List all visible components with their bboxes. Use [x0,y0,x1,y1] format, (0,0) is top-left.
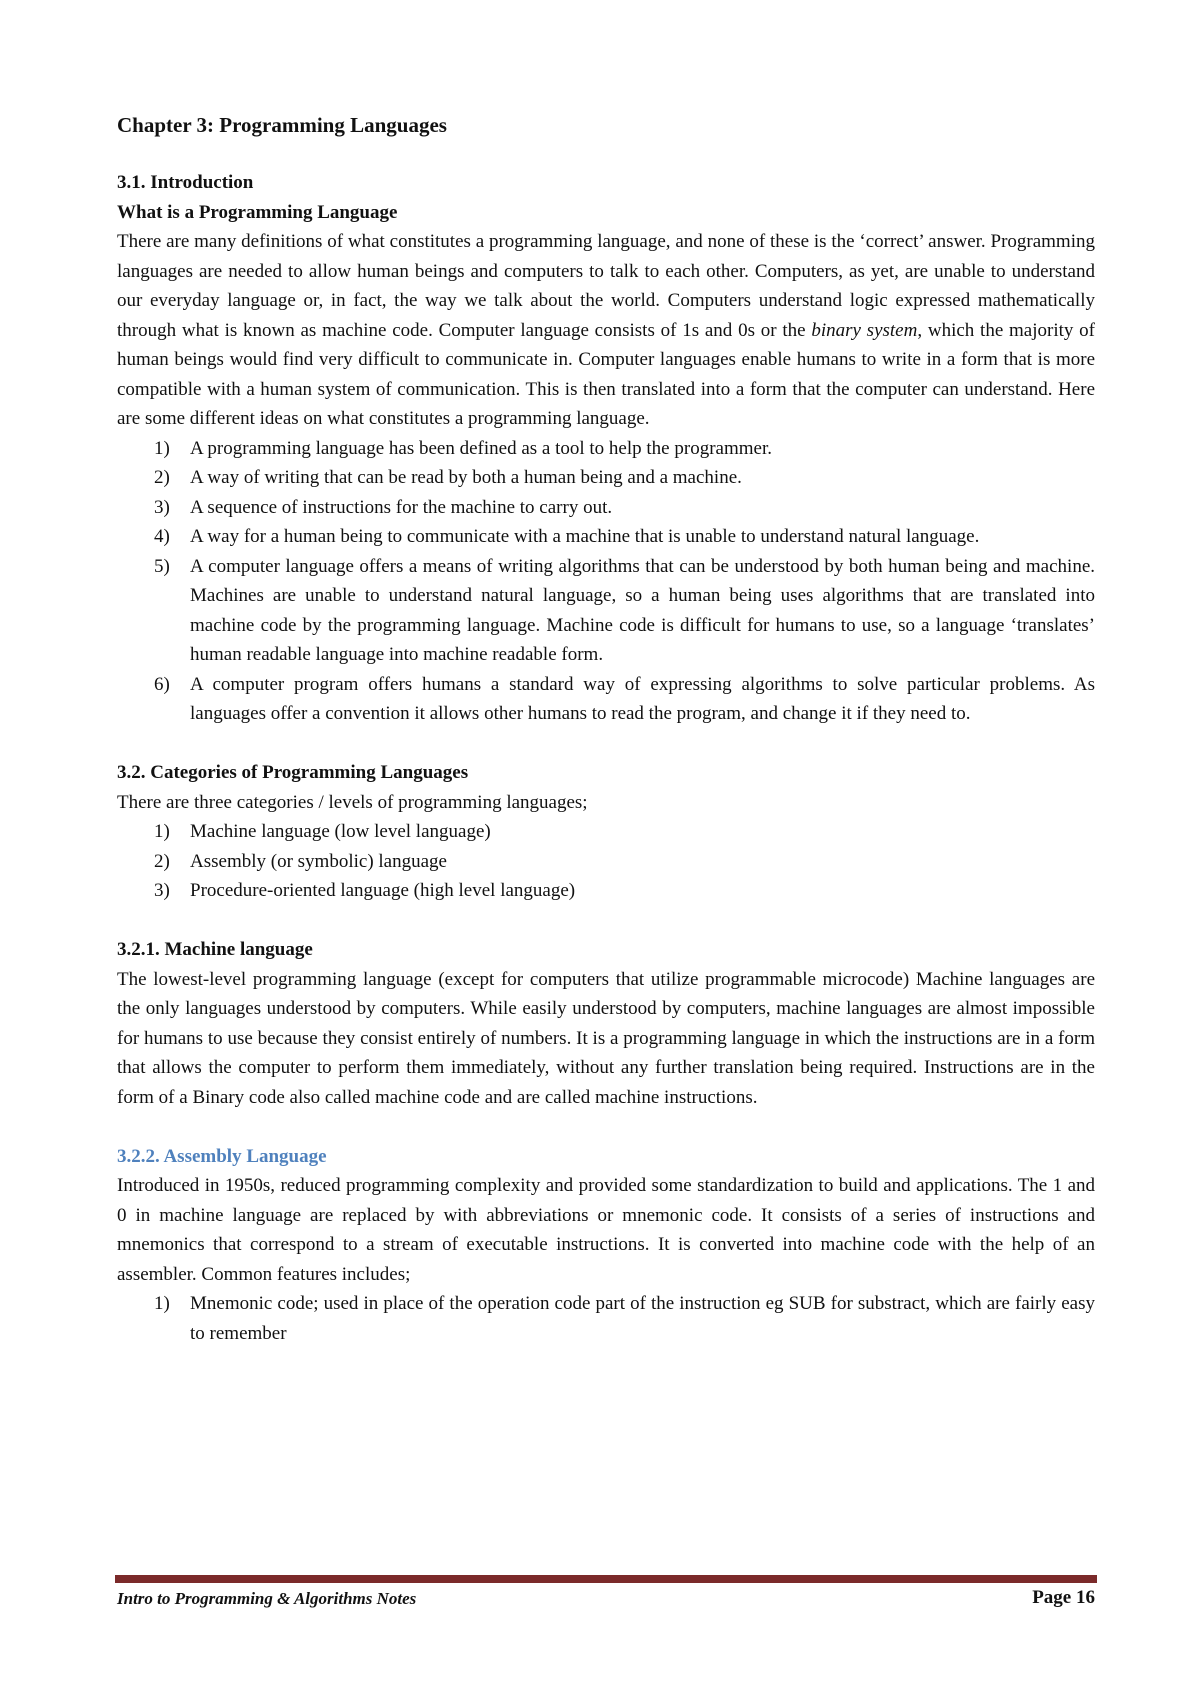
footer-divider [115,1575,1097,1583]
list-item-text: Procedure-oriented language (high level language) [190,880,576,901]
list-number: 3) [154,496,170,518]
list-number: 4) [154,526,170,547]
list-item [117,522,1095,552]
list-item [117,876,1095,906]
assembly-language-paragraph: Introduced in 1950s, reduced programming complexity and provided some standardization to build and applications. The 1 and 0 in machine language are replaced by with abbreviations or mnemonic code. It consists of a series of instructions and mnemonics that correspond to a stream of executable instructions. It is converted into machine code with the help of an assembler. Common features includes; [117,1175,1095,1285]
list-item-text: A programming language has been defined as a tool to help the programmer. [190,437,772,459]
section-heading-categories: 3.2. Categories of Programming Languages [117,762,469,783]
list-number: 3) [154,880,170,901]
section-heading-machine-language: 3.2.1. Machine language [117,939,313,960]
list-number: 5) [154,555,170,577]
list-item [117,552,1095,670]
section-heading-assembly-language: 3.2.2. Assembly Language [117,1145,327,1167]
list-item [117,434,1095,464]
list-item-text: A sequence of instructions for the machine to carry out. [190,496,613,518]
subheading-what-is: What is a Programming Language [117,201,398,223]
list-item-text: A way of writing that can be read by both a human being and a machine. [190,467,742,488]
list-item-text: A way for a human being to communicate with a machine that is unable to understand natural language. [190,526,980,547]
list-item [117,463,1095,493]
document-page [117,110,1095,1348]
list-number: 1) [154,1293,170,1314]
list-item-text: Assembly (or symbolic) language [190,850,447,872]
definitions-list [117,434,1095,729]
list-number: 1) [154,437,170,459]
list-number: 6) [154,673,170,695]
list-item-text: A computer language offers a means of writing algorithms that can be understood by both human being and machine. Machines are unable to understand natural language, so a human being uses algorithms that are translated into machine code by the programming language. Machine code is difficult for humans to use, so a language ‘translates’ human readable language into machine readable form. [190,555,1095,665]
list-item-text: Machine language (low level language) [190,821,491,842]
intro-text-b: , which the majority of human beings would find very difficult to communicate in. Computer languages enable humans to write in a form that is more compatible with a human system of communication. This is then translated into a form that the computer can understand. Here are some different ideas on what constitutes a programming language. [117,319,1096,429]
intro-text-a: There are many definitions of what constitutes a programming language, and none of these is the ‘correct’ answer. Programming languages are needed to allow human beings and computers to talk to each other. Computers, as yet, are unable to understand our everyday language or, in fact, the way we talk about the world. Computers understand logic expressed mathematically through what is known as machine code. Computer language consists of 1s and 0s or the [117,231,1095,341]
list-item [117,670,1095,729]
categories-list [117,817,1095,906]
list-item [117,817,1095,847]
chapter-title: Chapter 3: Programming Languages [117,113,447,137]
binary-system-term: binary system [811,319,918,341]
machine-language-paragraph: The lowest-level programming language (except for computers that utilize programmable microcode) Machine languages are the only languages understood by computers. While easily understood by computers, machine languages are almost impossible for humans to use because they consist entirely of numbers. It is a programming language in which the instructions are in a form that allows the computer to perform them immediately, without any further translation being required. Instructions are in the form of a Binary code also called machine code and are called machine instructions. [117,968,1095,1108]
list-item [117,1289,1095,1348]
page-number: Page 16 [1032,1587,1095,1608]
list-number: 2) [154,467,170,488]
footer-title: Intro to Programming & Algorithms Notes [117,1589,417,1608]
list-number: 1) [154,821,170,842]
list-number: 2) [154,850,170,872]
list-item [117,493,1095,523]
section-heading-intro: 3.1. Introduction [117,172,254,193]
categories-intro: There are three categories / levels of programming languages; [117,791,588,813]
list-item-text: Mnemonic code; used in place of the operation code part of the instruction eg SUB for substract, which are fairly easy to remember [190,1293,1095,1344]
list-item [117,847,1095,877]
assembly-features-list [117,1289,1095,1348]
intro-paragraph [117,227,1095,434]
list-item-text: A computer program offers humans a standard way of expressing algorithms to solve particular problems. As languages offer a convention it allows other humans to read the program, and change it if they need to. [190,673,1095,724]
